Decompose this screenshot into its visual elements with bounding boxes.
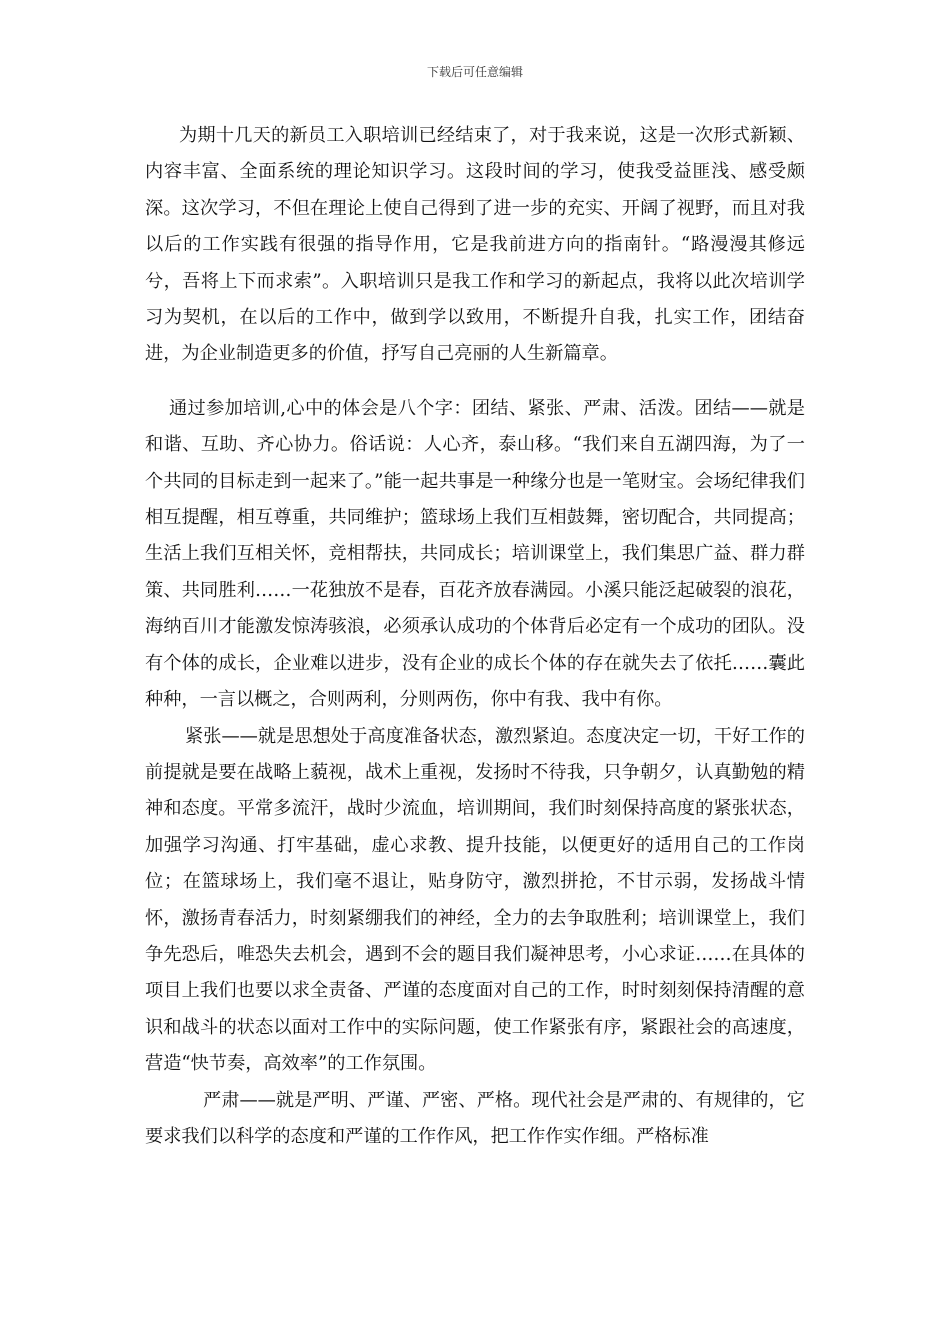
- paragraph-tension: 紧张——就是思想处于高度准备状态，激烈紧迫。态度决定一切，干好工作的前提就是要在战略上藐视，战术上重视，发扬时不待我，只争朝夕，认真勤勉的精神和态度。平常多流汗，战时少流血，培训期间，我们时刻保持高度的紧张状态，加强学习沟通、打牢基础，虚心求教、提升技能，以便更好的适用自己的工作岗位；在篮球场上，我们毫不退让，贴身防守，激烈拼抢，不甘示弱，发扬战斗情怀，激扬青春活力，时刻紧绷我们的神经，全力的去争取胜利；培训课堂上，我们争先恐后，唯恐失去机会，遇到不会的题目我们凝神思考，小心求证……在具体的项目上我们也要以求全责备、严谨的态度面对自己的工作，时时刻刻保持清醒的意识和战斗的状态以面对工作中的实际问题，使工作紧张有序，紧跟社会的高速度，营造“快节奏，高效率”的工作氛围。: [145, 725, 805, 1075]
- paragraph-unity: 通过参加培训,心中的体会是八个字：团结、紧张、严肃、活泼。团结——就是和谐、互助、齐心协力。俗话说：人心齐，泰山移。“我们来自五湖四海，为了一个共同的目标走到一起来了。”能一起共事是一种缘分也是一笔财宝。会场纪律我们相互提醒，相互尊重，共同维护；篮球场上我们互相鼓舞，密切配合，共同提高；生活上我们互相关怀，竞相帮扶，共同成长；培训课堂上，我们集思广益、群力群策、共同胜利……一花独放不是春，百花齐放春满园。小溪只能泛起破裂的浪花，海纳百川才能激发惊涛骇浪，必须承认成功的个体背后必定有一个成功的团队。没有个体的成长，企业难以进步，没有企业的成长个体的存在就失去了依托……囊此种种，一言以概之，合则两利，分则两伤，你中有我、我中有你。: [145, 397, 805, 711]
- paragraph-seriousness: 严肃——就是严明、严谨、严密、严格。现代社会是严肃的、有规律的，它要求我们以科学的态度和严谨的工作作风，把工作作实作细。严格标准: [145, 1089, 805, 1147]
- document-body: [145, 118, 805, 1155]
- page-header-note: 下载后可任意编辑: [426, 65, 523, 79]
- paragraph-intro: 为期十几天的新员工入职培训已经结束了，对于我来说，这是一次形式新颖、内容丰富、全面系统的理论知识学习。这段时间的学习，使我受益匪浅、感受颇深。这次学习，不但在理论上使自己得到了进一步的充实、开阔了视野，而且对我以后的工作实践有很强的指导作用，它是我前进方向的指南针。“路漫漫其修远兮，吾将上下而求索”。入职培训只是我工作和学习的新起点，我将以此次培训学习为契机，在以后的工作中，做到学以致用，不断提升自我，扎实工作，团结奋进，为企业制造更多的价值，抒写自己亮丽的人生新篇章。: [145, 125, 805, 365]
